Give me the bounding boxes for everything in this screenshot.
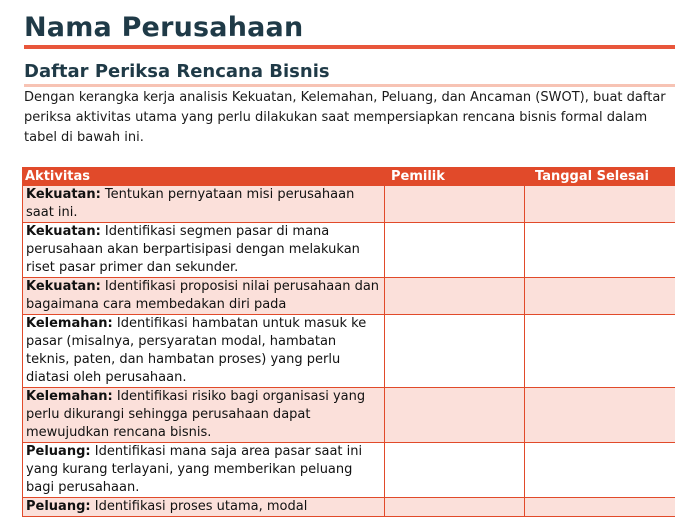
date-cell[interactable] — [525, 388, 675, 443]
owner-cell[interactable] — [385, 186, 525, 223]
activity-cell[interactable] — [23, 498, 385, 517]
activity-category: Kekuatan: — [26, 279, 101, 294]
activity-text: Tentukan pernyataan misi perusahaan saat ini. — [26, 187, 355, 220]
owner-cell[interactable] — [385, 443, 525, 498]
table-header-row — [23, 168, 675, 186]
owner-cell[interactable] — [385, 278, 525, 315]
title-rule — [24, 84, 675, 87]
activity-text: Identifikasi risiko bagi organisasi yang perlu dikurangi sehingga perusahaan dapat mewujudkan rencana bisnis. — [26, 389, 366, 440]
activity-cell[interactable] — [23, 388, 385, 443]
activity-text: Identifikasi proses utama, modal — [94, 499, 308, 514]
table-row — [23, 443, 675, 498]
table-row — [23, 278, 675, 315]
company-name: Nama Perusahaan — [24, 12, 304, 43]
table-row — [23, 498, 675, 517]
activity-category: Kekuatan: — [26, 224, 101, 239]
intro-paragraph: Dengan kerangka kerja analisis Kekuatan, Kelemahan, Peluang, dan Ancaman (SWOT), buat daftar periksa aktivitas utama yang perlu dilakukan saat mempersiapkan rencana bisnis formal dalam tabel di bawah ini. — [24, 90, 666, 145]
date-cell[interactable] — [525, 186, 675, 223]
owner-cell[interactable] — [385, 498, 525, 517]
activity-text: Identifikasi mana saja area pasar saat ini yang kurang terlayani, yang memberikan peluang bagi perusahaan. — [26, 444, 363, 495]
column-header-activity: Aktivitas — [23, 168, 385, 186]
checklist-table — [22, 167, 675, 517]
activity-text: Identifikasi segmen pasar di mana perusahaan akan berpartisipasi dengan melakukan riset pasar primer dan sekunder. — [26, 224, 360, 275]
activity-text: Identifikasi proposisi nilai perusahaan dan bagaimana cara membedakan diri pada — [26, 279, 380, 312]
activity-category: Kelemahan: — [26, 389, 113, 404]
date-cell[interactable] — [525, 498, 675, 517]
activity-category: Kelemahan: — [26, 316, 113, 331]
activity-category: Kekuatan: — [26, 187, 101, 202]
activity-cell[interactable] — [23, 315, 385, 388]
header-rule — [24, 45, 675, 49]
date-cell[interactable] — [525, 443, 675, 498]
activity-cell[interactable] — [23, 443, 385, 498]
owner-cell[interactable] — [385, 388, 525, 443]
activity-category: Peluang: — [26, 444, 91, 459]
owner-cell[interactable] — [385, 315, 525, 388]
activity-cell[interactable] — [23, 278, 385, 315]
date-cell[interactable] — [525, 278, 675, 315]
column-header-owner: Pemilik — [385, 168, 525, 186]
activity-cell[interactable] — [23, 223, 385, 278]
activity-category: Peluang: — [26, 499, 91, 514]
date-cell[interactable] — [525, 315, 675, 388]
document-title: Daftar Periksa Rencana Bisnis — [24, 61, 330, 82]
activity-text: Identifikasi hambatan untuk masuk ke pasar (misalnya, persyaratan modal, hambatan teknis, paten, dan hambatan proses) yang perlu diatasi oleh perusahaan. — [26, 316, 367, 385]
table-row — [23, 315, 675, 388]
table-row — [23, 186, 675, 223]
column-header-date: Tanggal Selesai — [525, 168, 675, 186]
date-cell[interactable] — [525, 223, 675, 278]
owner-cell[interactable] — [385, 223, 525, 278]
activity-cell[interactable] — [23, 186, 385, 223]
table-row — [23, 223, 675, 278]
table-row — [23, 388, 675, 443]
